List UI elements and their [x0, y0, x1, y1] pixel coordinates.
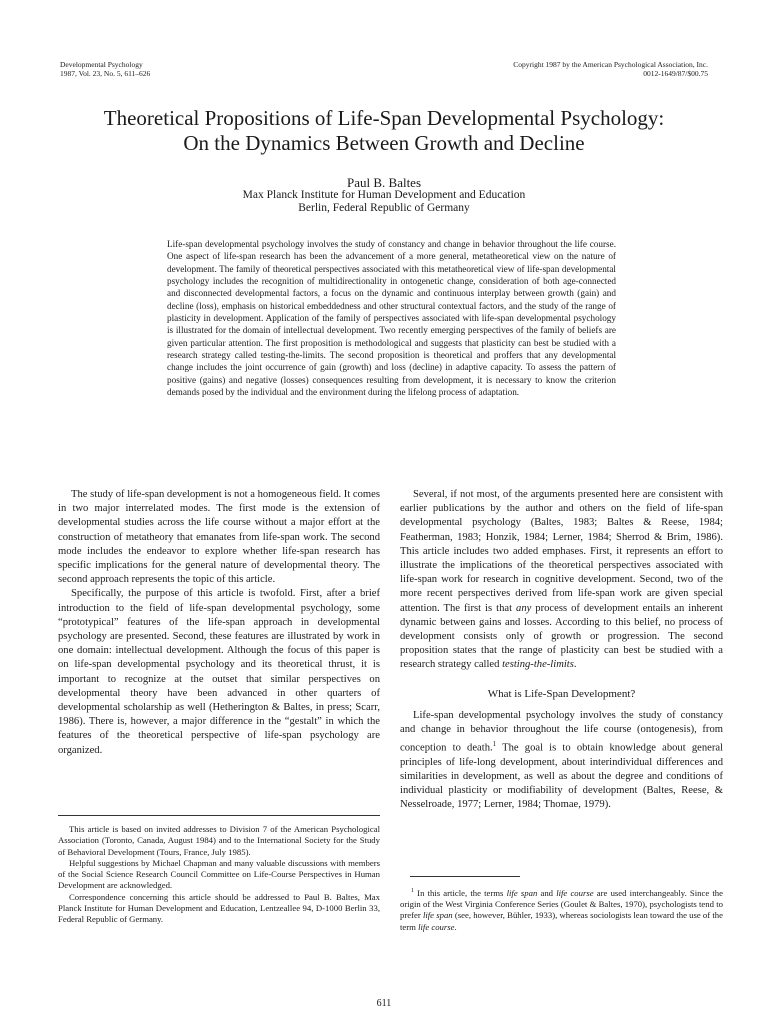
text-run: Several, if not most, of the arguments presented here are consistent with earlier publications by the author and others on the field of life-span developmental psychology (Baltes, 1983; Baltes & Reese, 1984; Featherman, 1983; Honzik, 1984; Lerner, 1984; Sherrod & Brim, 1986). This article includes two added emphases. First, it represents an effort to illustrate the implications of the theoretical perspectives associated with life-span work for research in cognitive development. Second, two of the more recent perspectives derived from life-span work are given special attention. The first is that	[400, 489, 723, 614]
footnote-marker: 1	[411, 888, 414, 894]
text-run: and	[537, 887, 557, 898]
body-column-left	[58, 488, 380, 758]
footnote	[400, 886, 723, 933]
institution: Max Planck Institute for Human Development and Education	[242, 189, 526, 201]
text-run: are used interchangeably. Since the origin of the West Virginia Conference Series (Goulet & Baltes, 1970), psychologists tend to prefer	[400, 887, 724, 921]
emphasis: life span	[506, 887, 538, 898]
author-note	[58, 824, 380, 926]
emphasis: any	[516, 602, 532, 614]
issn-price: 0012-1649/87/$00.75	[643, 69, 708, 78]
text-run: The goal is to obtain knowledge about general principles of life-long development, about interindividual differences and similarities in development, as well as about the degree and conditions of individual plasticity or modifiability of development (Baltes, Reese, & Nesselroade, 1977; Lerner, 1984; Thomae, 1979).	[400, 742, 723, 811]
text-run: (see, however, Bühler, 1933), whereas sociologists lean toward the use of the term	[400, 910, 723, 932]
copyright-header	[513, 60, 708, 78]
emphasis: life course	[556, 887, 594, 898]
title-line-1: Theoretical Propositions of Life-Span Developmental Psychology:	[103, 106, 665, 130]
text-run: .	[454, 921, 457, 932]
body-column-right	[400, 488, 723, 813]
title-line-2: On the Dynamics Between Growth and Decline	[183, 131, 585, 155]
author-affiliation	[40, 189, 728, 215]
emphasis: life span	[422, 910, 453, 921]
volume-info: 1987, Vol. 23, No. 5, 611–626	[60, 69, 151, 78]
footnote: Helpful suggestions by Michael Chapman and many valuable discussions with members of the Social Science Research Council Committee on Life-Course Perspectives in Human Development are acknowledged.	[58, 857, 380, 891]
text-run: .	[573, 659, 577, 671]
location: Berlin, Federal Republic of Germany	[298, 202, 470, 214]
footnote-divider	[410, 876, 520, 877]
abstract: Life-span developmental psychology involves the study of constancy and change in behavior throughout the life course. One aspect of life-span research has been the advancement of a more general, metatheoretical view on the nature of development. The family of theoretical perspectives associated with this metatheoretical view of life-span developmental psychology includes the recognition of multidirectionality in ontogenetic change, consideration of both age-connected and disconnected developmental factors, a focus on the dynamic and continuous interplay between growth (gain) and decline (loss), emphasis on historical embeddedness and other structural contextual factors, and the study of the range of plasticity in development. Application of the family of perspectives associated with life-span developmental psychology is illustrated for the domain of intellectual development. Two recently emerging perspectives of the family of beliefs are given particular attention. The first proposition is methodological and suggests that plasticity can best be studied with a research strategy called testing-the-limits. The second proposition is theoretical and proffers that any developmental change includes the joint occurrence of gain (growth) and loss (decline) in adaptive capacity. To assess the pattern of positive (gains) and negative (losses) consequences resulting from development, it is necessary to know the criterion demands posed by the individual and the environment during the lifelong process of adaptation.	[167, 239, 616, 398]
text-run: Life-span developmental psychology involves the study of constancy and change in behavior throughout the life course (ontogenesis), from conception to death.	[400, 709, 723, 754]
emphasis: testing-the-limits	[502, 659, 574, 671]
emphasis: life course	[418, 921, 455, 932]
text-run: In this article, the terms	[414, 887, 507, 898]
section-heading: What is Life-Span Development?	[487, 687, 636, 700]
paragraph	[400, 488, 723, 673]
footnote: Correspondence concerning this article should be addressed to Paul B. Baltes, Max Planck Institute for Human Development and Education, Lentzeallee 94, D-1000 Berlin 33, Federal Republic of Germany.	[58, 891, 380, 925]
text-run: process of development entails an inherent dynamic between gains and losses. According to this belief, no process of development consists only of growth or progression. The second proposition states that the range of plasticity can best be studied with a research strategy called	[400, 602, 723, 671]
copyright-notice: Copyright 1987 by the American Psychological Association, Inc.	[513, 60, 708, 69]
page-number: 611	[376, 998, 392, 1009]
journal-name: Developmental Psychology	[60, 60, 143, 69]
footnote-1	[400, 886, 723, 933]
footnote-marker: 1	[492, 740, 497, 749]
paragraph: The study of life-span development is not a homogeneous field. It comes in two major interrelated modes. The first mode is the extension of developmental studies across the life course without a major effort at the construction of metatheory that emanates from life-span work. The second mode includes the endeavor to explore whether life-span research has specific implications for the general nature of developmental theory. The second approach represents the topic of this article.	[58, 489, 380, 586]
footnote-divider	[58, 815, 380, 816]
article-title	[40, 106, 728, 156]
paragraph: Specifically, the purpose of this article is twofold. First, after a brief introduction to the field of life-span developmental psychology, some “prototypical” features of the life-span approach in developmental psychology are presented. Second, these features are illustrated by work in one domain: intellectual development. Although the focus of this paper is on life-span developmental psychology and its theoretical thrust, it is important to recognize at the outset that similar perspectives on developmental theory have been advanced in other quarters of developmental scholarship as well (Hetherington & Baltes, in press; Scarr, 1986). There is, however, a major difference in the “gestalt” in which the features of the theoretical perspective of life-span psychology are organized.	[58, 588, 380, 756]
author-name: Paul B. Baltes	[346, 175, 422, 190]
journal-header	[60, 60, 150, 78]
footnote: This article is based on invited addresses to Division 7 of the American Psychological Association (Toronto, Canada, August 1984) and to the International Society for the Study of Behavioral Development (Tours, France, July 1985).	[58, 824, 380, 857]
paragraph	[400, 709, 723, 813]
